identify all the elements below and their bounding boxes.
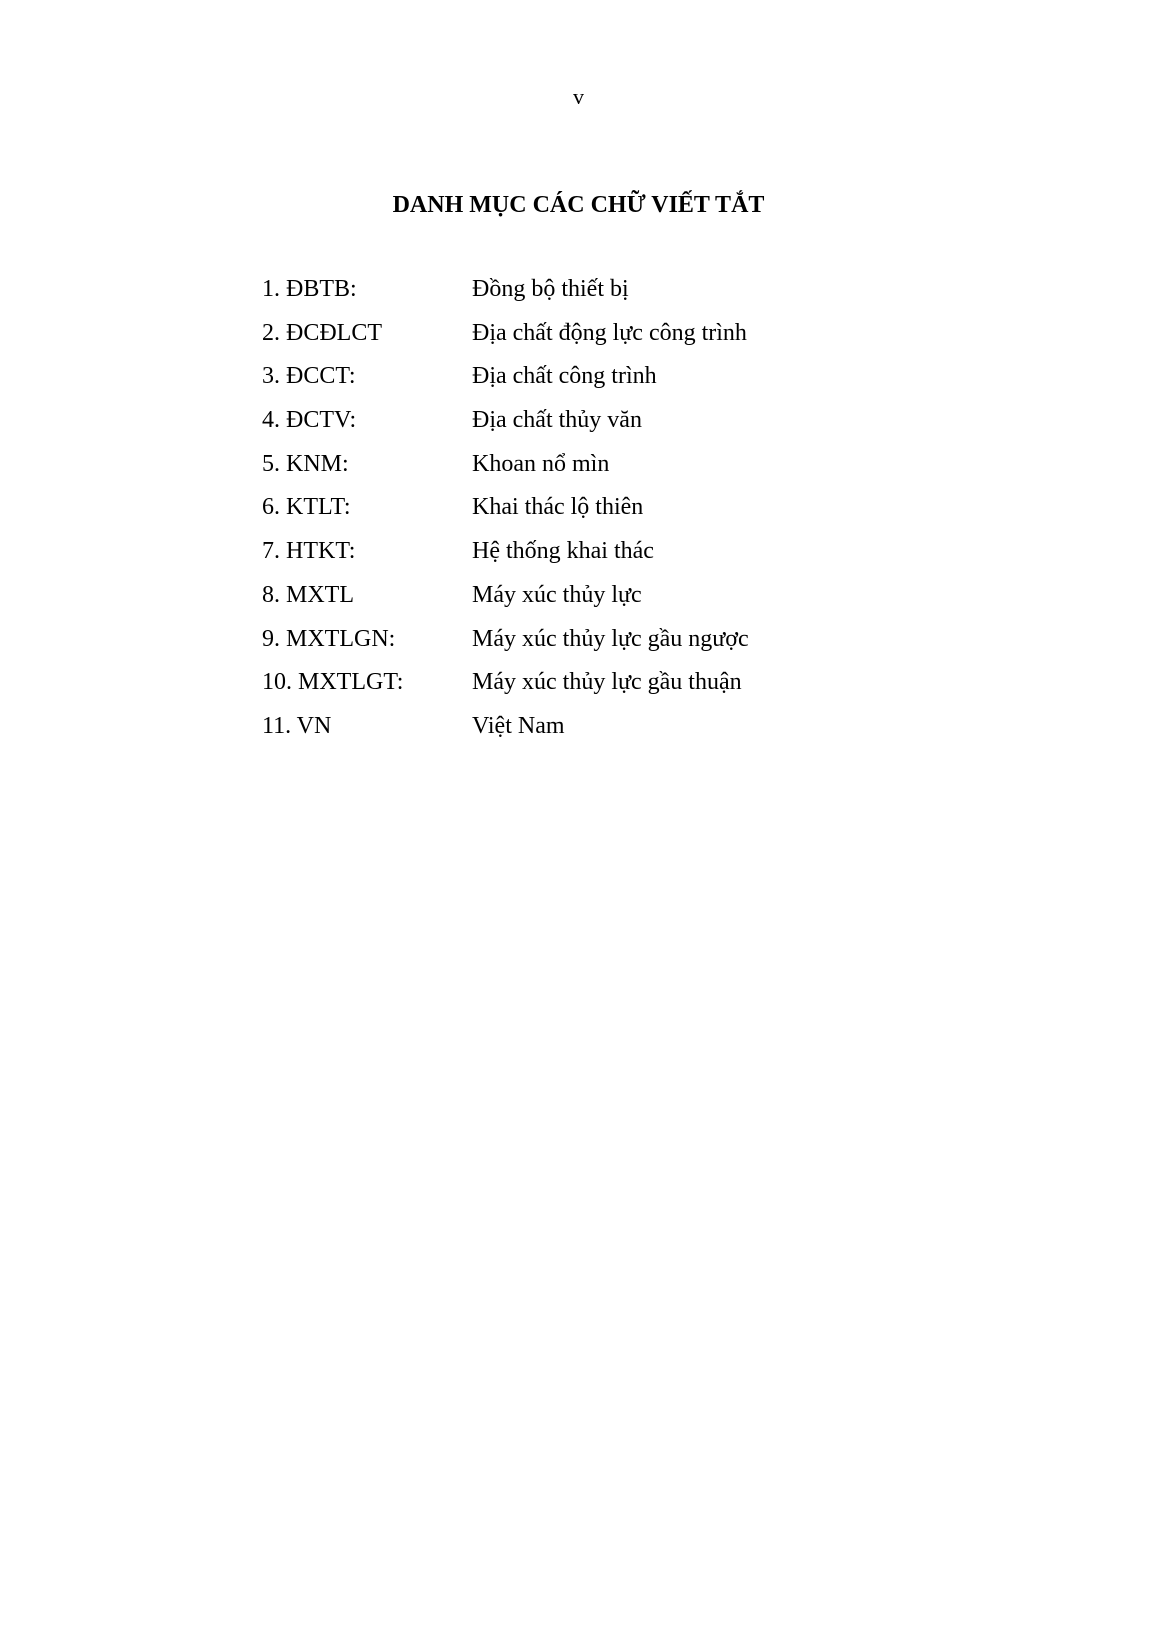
abbreviation-term: 7. HTKT: <box>262 538 356 565</box>
abbreviation-term: 11. VN <box>262 712 332 739</box>
abbreviation-definition: Máy xúc thủy lực <box>472 581 642 608</box>
abbreviation-definition: Khoan nổ mìn <box>472 450 610 477</box>
list-item <box>262 492 862 536</box>
abbreviation-definition: Việt Nam <box>472 712 565 739</box>
list-item <box>262 449 862 493</box>
list-item <box>262 667 862 711</box>
abbreviation-term: 8. MXTL <box>262 581 354 608</box>
abbreviation-term: 2. ĐCĐLCT <box>262 319 382 346</box>
abbreviation-definition: Khai thác lộ thiên <box>472 494 644 521</box>
abbreviation-definition: Đồng bộ thiết bị <box>472 276 629 302</box>
abbreviation-term: 3. ĐCCT: <box>262 363 356 390</box>
abbreviation-list <box>262 274 862 755</box>
list-item <box>262 361 862 405</box>
abbreviation-definition: Máy xúc thủy lực gầu ngược <box>472 625 749 652</box>
page-number: v <box>573 84 584 109</box>
abbreviation-definition: Địa chất động lực công trình <box>472 319 747 346</box>
list-item <box>262 536 862 580</box>
abbreviation-definition: Địa chất công trình <box>472 363 657 390</box>
abbreviation-definition: Máy xúc thủy lực gầu thuận <box>472 669 742 696</box>
list-item <box>262 405 862 449</box>
abbreviation-term: 5. KNM: <box>262 450 349 477</box>
list-item <box>262 711 862 755</box>
abbreviation-term: 1. ĐBTB: <box>262 276 357 302</box>
abbreviation-definition: Hệ thống khai thác <box>472 538 654 565</box>
abbreviation-definition: Địa chất thủy văn <box>472 407 642 434</box>
list-item <box>262 624 862 668</box>
page-title: DANH MỤC CÁC CHỮ VIẾT TẮT <box>392 192 765 218</box>
abbreviation-term: 9. MXTLGN: <box>262 625 396 652</box>
abbreviation-term: 4. ĐCTV: <box>262 407 357 434</box>
abbreviation-term: 10. MXTLGT: <box>262 669 404 696</box>
list-item <box>262 580 862 624</box>
list-item <box>262 274 862 318</box>
list-item <box>262 318 862 362</box>
abbreviation-term: 6. KTLT: <box>262 494 351 521</box>
